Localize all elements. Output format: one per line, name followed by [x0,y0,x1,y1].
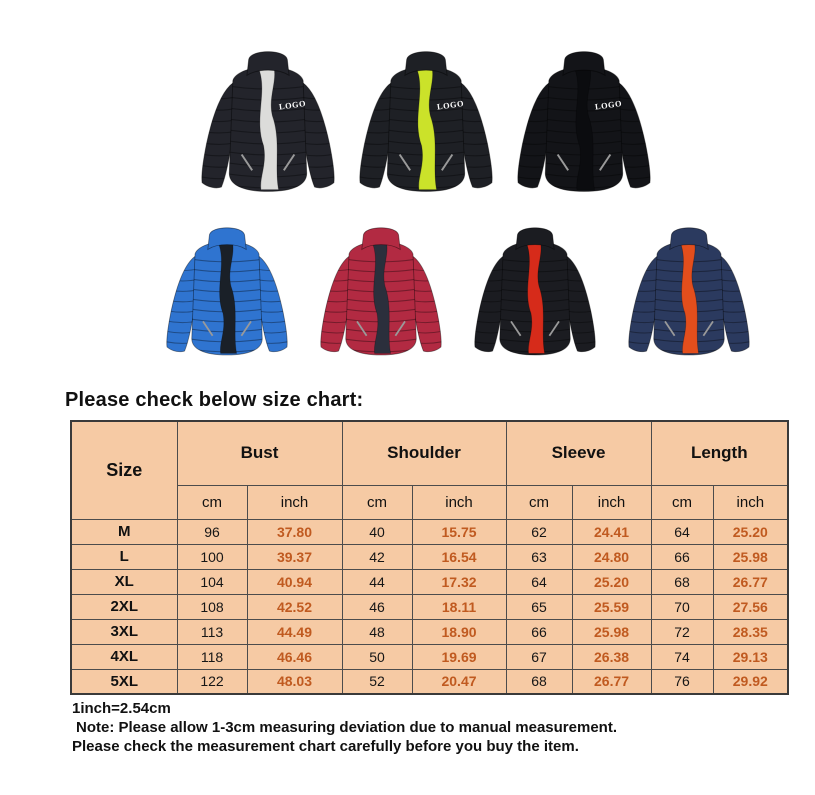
inch-value: 18.90 [412,619,506,644]
cm-value: 108 [177,594,247,619]
size-row-5XL [71,669,788,694]
size-row-3XL [71,619,788,644]
inch-value: 48.03 [247,669,342,694]
unit-header-cm: cm [177,485,247,519]
cm-value: 76 [651,669,713,694]
inch-value: 46.46 [247,644,342,669]
cm-value: 67 [506,644,572,669]
cm-value: 66 [651,544,713,569]
inch-value: 25.20 [572,569,651,594]
jacket-black-neon-lining [338,42,514,209]
unit-header-inch: inch [247,485,342,519]
cm-value: 72 [651,619,713,644]
cm-value: 74 [651,644,713,669]
cm-value: 46 [342,594,412,619]
size-label: 5XL [71,669,177,694]
unit-header-inch: inch [713,485,788,519]
unit-header-inch: inch [572,485,651,519]
inch-value: 26.38 [572,644,651,669]
cm-value: 63 [506,544,572,569]
inch-value: 24.41 [572,519,651,544]
size-label: L [71,544,177,569]
jacket-logo-text: LOGO [277,98,307,112]
inch-value: 25.98 [713,544,788,569]
cm-value: 100 [177,544,247,569]
cm-value: 96 [177,519,247,544]
inch-value: 25.59 [572,594,651,619]
cm-value: 65 [506,594,572,619]
size-label: 4XL [71,644,177,669]
col-header-bust: Bust [177,421,342,485]
cm-value: 70 [651,594,713,619]
col-header-size: Size [71,421,177,519]
size-label: 3XL [71,619,177,644]
cm-value: 122 [177,669,247,694]
unit-header-cm: cm [342,485,412,519]
size-row-L [71,544,788,569]
size-row-XL [71,569,788,594]
inch-value: 16.54 [412,544,506,569]
size-chart-head [71,421,788,519]
unit-header-cm: cm [651,485,713,519]
col-header-sleeve: Sleeve [506,421,651,485]
size-row-4XL [71,644,788,669]
cm-value: 66 [506,619,572,644]
jacket-black-white-lining [180,42,356,209]
inch-value: 24.80 [572,544,651,569]
size-chart-table [70,420,789,695]
cm-value: 44 [342,569,412,594]
inch-value: 25.20 [713,519,788,544]
inch-value: 20.47 [412,669,506,694]
inch-value: 44.49 [247,619,342,644]
inch-value: 19.69 [412,644,506,669]
inch-value: 29.13 [713,644,788,669]
size-row-M [71,519,788,544]
inch-value: 28.35 [713,619,788,644]
cm-value: 68 [651,569,713,594]
inch-value: 27.56 [713,594,788,619]
jacket-logo-text: LOGO [435,98,465,112]
notes-block [72,699,815,756]
inch-value: 18.11 [412,594,506,619]
inch-value: 42.52 [247,594,342,619]
inch-value: 15.75 [412,519,506,544]
inch-value: 39.37 [247,544,342,569]
inch-value: 25.98 [572,619,651,644]
inch-value: 29.92 [713,669,788,694]
size-label: M [71,519,177,544]
cm-value: 50 [342,644,412,669]
jacket-red [301,219,461,371]
cm-value: 62 [506,519,572,544]
jacket-blue [147,219,307,371]
cm-value: 104 [177,569,247,594]
cm-value: 40 [342,519,412,544]
col-header-length: Length [651,421,788,485]
cm-value: 42 [342,544,412,569]
jacket-navy-orange-lining [609,219,769,371]
unit-header-inch: inch [412,485,506,519]
measurement-deviation-note: Note: Please allow 1-3cm measuring deviation due to manual measurement. [76,719,617,736]
inch-value: 37.80 [247,519,342,544]
cm-value: 48 [342,619,412,644]
unit-header-cm: cm [506,485,572,519]
jacket-row-bottom [50,219,815,371]
inch-value: 17.32 [412,569,506,594]
jacket-row-top [18,0,815,209]
cm-value: 113 [177,619,247,644]
size-chart-body [71,519,788,694]
jacket-black-black-lining [496,42,672,209]
cm-value: 68 [506,669,572,694]
col-header-shoulder: Shoulder [342,421,506,485]
size-chart-title: Please check below size chart: [65,389,364,411]
inch-conversion-note: 1inch=2.54cm [72,700,171,717]
inch-value: 26.77 [713,569,788,594]
jacket-logo-text: LOGO [593,98,623,112]
size-label: 2XL [71,594,177,619]
inch-value: 40.94 [247,569,342,594]
cm-value: 118 [177,644,247,669]
cm-value: 52 [342,669,412,694]
cm-value: 64 [651,519,713,544]
jacket-black-red-lining [455,219,615,371]
cm-value: 64 [506,569,572,594]
inch-value: 26.77 [572,669,651,694]
size-row-2XL [71,594,788,619]
size-label: XL [71,569,177,594]
check-chart-note: Please check the measurement chart carefully before you buy the item. [72,738,579,755]
